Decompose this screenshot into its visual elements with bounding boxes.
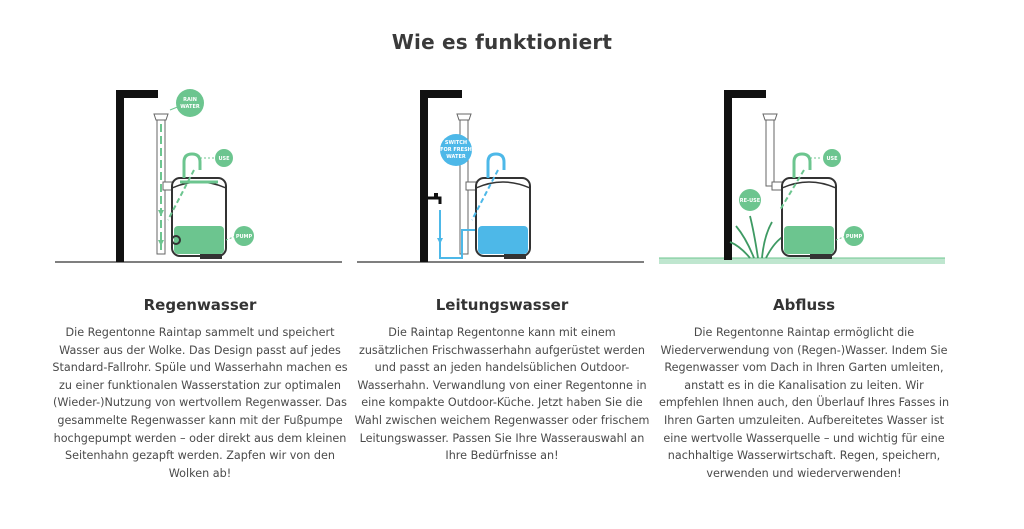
pump-label: PUMP bbox=[845, 234, 863, 240]
rain-label-1: RAIN bbox=[183, 97, 197, 103]
switch-label-2: FOR FRESH bbox=[440, 147, 472, 153]
plant-icon bbox=[730, 216, 784, 258]
reuse-label: RE-USE bbox=[739, 198, 761, 204]
column-tapwater bbox=[352, 0, 652, 529]
column-description: Die Regentonne Raintap ermöglicht die Wiederverwendung von (Regen-)Wasser. Indem Sie Regenwasser vom Dach in Ihren Garten umleiten, anstatt es in die Kanalisation zu leiten. Wir empfehlen Ihnen auch, den Überlauf Ihres Fasses in Ihren Garten umzuleiten. Aufbereitetes Wasser ist eine wertvolle Wasserquelle – und wichtig für eine nachhaltige Wasserwirtschaft. Regen, speichern, verwenden und wiederverwenden! bbox=[658, 326, 950, 480]
use-label: USE bbox=[826, 156, 838, 162]
column-heading: Regenwasser bbox=[143, 296, 257, 314]
column-rainwater bbox=[50, 0, 350, 529]
switch-label-3: WATER bbox=[446, 154, 466, 160]
drain-diagram bbox=[654, 80, 954, 280]
switch-label-1: SWITCH bbox=[444, 140, 468, 146]
rainwater-diagram bbox=[50, 80, 350, 280]
column-drain bbox=[654, 0, 954, 529]
page-title: Wie es funktioniert bbox=[391, 30, 613, 54]
column-description: Die Raintap Regentonne kann mit einem zusätzlichen Frischwasserhahn aufgerüstet werden und passt an jeden handelsüblichen Outdoor-Wasserhahn. Verwandlung von einer Regentonne in eine kompakte Outdoor-Küche. Jetzt haben Sie die Wahl zwischen weichem Regenwasser oder frischem Leitungswasser. Passen Sie Ihre Wasserauswahl an Ihre Bedürfnisse an! bbox=[354, 326, 650, 463]
use-label: USE bbox=[218, 156, 230, 162]
column-description: Die Regentonne Raintap sammelt und speichert Wasser aus der Wolke. Das Design passt auf jedes Standard-Fallrohr. Spüle und Wasserhahn machen es zu einer funktionalen Wasserstation zur optimalen (Wieder-)Nutzung von wertvollem Regenwasser. Das gesammelte Regenwasser kann mit der Fußpumpe hochgepumpt werden – oder direkt aus dem kleinen Seitenhahn gezapft werden. Zapfen wir von den Wolken ab! bbox=[52, 326, 348, 480]
column-heading: Abfluss bbox=[773, 296, 835, 314]
pump-label: PUMP bbox=[235, 234, 253, 240]
rain-water-badge bbox=[176, 89, 204, 117]
rain-label-2: WATER bbox=[180, 104, 200, 110]
column-heading: Leitungswasser bbox=[435, 296, 569, 314]
tapwater-diagram bbox=[352, 80, 652, 280]
